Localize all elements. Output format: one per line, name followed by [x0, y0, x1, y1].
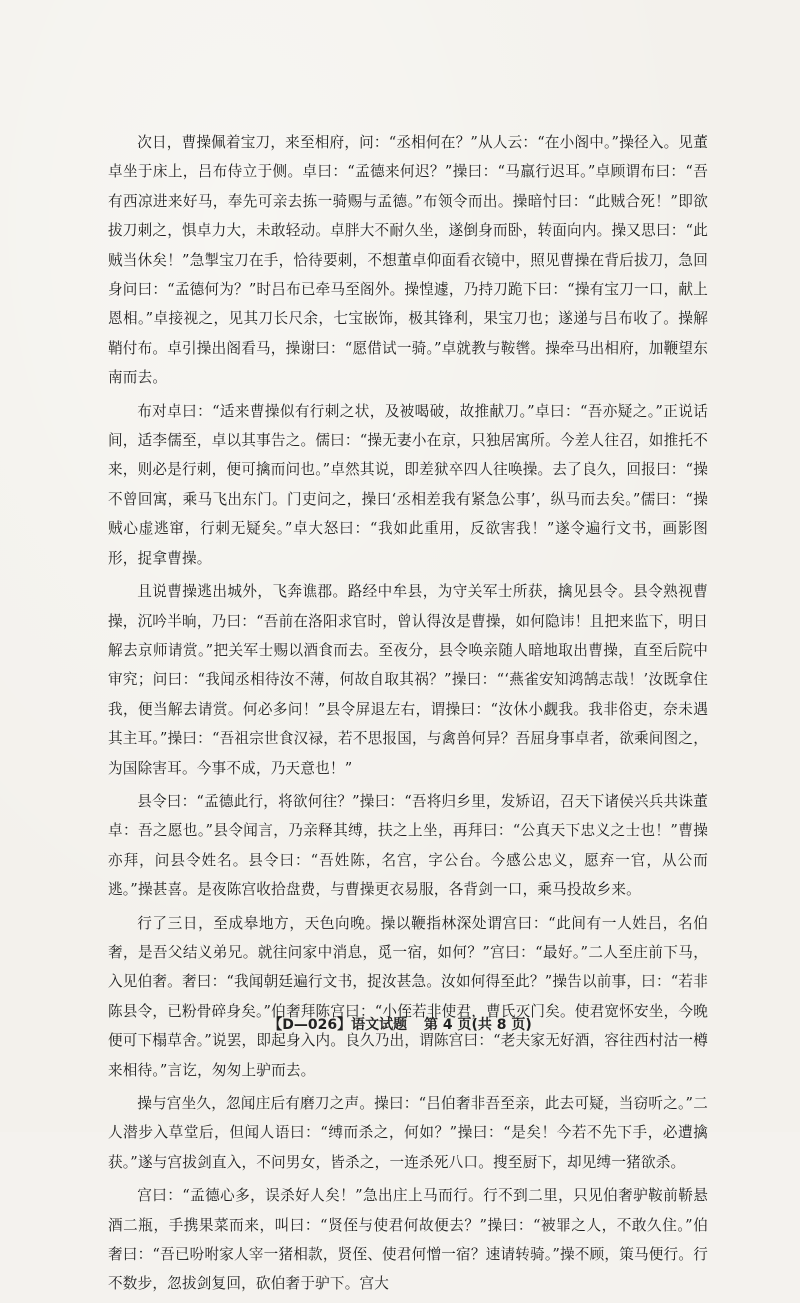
paragraph: 且说曹操逃出城外，飞奔谯郡。路经中牟县，为守关军士所获，擒见县令。县令熟视曹操，沉吟半晌，乃曰：“吾前在洛阳求官时，曾认得汝是曹操，如何隐讳！且把来监下，明日解去京师请赏。”把关军士赐以酒食而去。至夜分，县令唤亲随人暗地取出曹操，直至后院中审究；问曰：“我闻丞相待汝不薄，何故自取其祸？”操曰：“‘燕雀安知鸿鹄志哉！’汝既拿住我，便当解去请赏。何必多问！”县令屏退左右，谓操曰：“汝休小觑我。我非俗吏，奈未遇其主耳。”操曰：“吾祖宗世食汉禄，若不思报国，与禽兽何异？吾屈身事卓者，欲乘间图之，为国除害耳。今事不成，乃天意也！”: [108, 583, 708, 777]
paragraph: 行了三日，至成皋地方，天色向晚。操以鞭指林深处谓宫曰：“此间有一人姓吕，名伯奢，是吾父结义弟兄。就往问家中消息，觅一宿，如何？”宫曰：“最好。”二人至庄前下马，入见伯奢。奢曰：“我闻朝廷遍行文书，捉汝甚急。汝如何得至此？”操告以前事，曰：“若非陈县令，已粉骨碎身矣。”伯奢拜陈宫曰：“小侄若非使君，曹氏灭门矣。使君宽怀安坐，今晚便可下榻草舍。”说罢，即起身入内。良久乃出，谓陈宫曰：“老夫家无好酒，容往西村沽一樽来相待。”言讫，匆匆上驴而去。: [108, 914, 708, 1079]
paragraph: 宫曰：“孟德心多，误杀好人矣！”急出庄上马而行。行不到二里，只见伯奢驴鞍前鞒悬酒二瓶，手携果菜而来，叫曰：“贤侄与使君何故便去？”操曰：“被罪之人，不敢久住。”伯奢曰：“吾已吩咐家人宰一猪相款，贤侄、使君何憎一宿？速请转骑。”操不顾，策马便行。行不数步，忽拔剑复回，砍伯奢于驴下。宫大: [108, 1187, 708, 1293]
paragraph: 次日，曹操佩着宝刀，来至相府，问：“丞相何在？”从人云：“在小阁中。”操径入。见董卓坐于床上，吕布侍立于侧。卓曰：“孟德来何迟？”操曰：“马羸行迟耳。”卓顾谓布曰：“吾有西凉进来好马，奉先可亲去拣一骑赐与孟德。”布领令而出。操暗忖曰：“此贼合死！”即欲拔刀刺之，惧卓力大，未敢轻动。卓胖大不耐久坐，遂倒身而卧，转面向内。操又思曰：“此贼当休矣！”急掣宝刀在手，恰待要刺，不想董卓仰面看衣镜中，照见曹操在背后拔刀，急回身问曰：“孟德何为？”时吕布已牵马至阁外。操惶遽，乃持刀跪下曰：“操有宝刀一口，献上恩相。”卓接视之，见其刀长尺余，七宝嵌饰，极其锋利，果宝刀也；遂递与吕布收了。操解鞘付布。卓引操出阁看马，操谢曰：“愿借试一骑。”卓就教与鞍辔。操牵马出相府，加鞭望东南而去。: [108, 134, 708, 387]
document-body: [108, 128, 708, 1303]
paragraph: 布对卓曰：“适来曹操似有行刺之状，及被喝破，故推献刀。”卓曰：“吾亦疑之。”正说话间，适李儒至，卓以其事告之。儒曰：“操无妻小在京，只独居寓所。今差人往召，如推托不来，则必是行刺，便可擒而问也。”卓然其说，即差狱卒四人往唤操。去了良久，回报曰：“操不曾回寓，乘马飞出东门。门吏问之，操曰‘丞相差我有紧急公事’，纵马而去矣。”儒曰：“操贼心虚逃窜，行刺无疑矣。”卓大怒曰：“我如此重用，反欲害我！”遂令遍行文书，画影图形，捉拿曹操。: [108, 402, 708, 567]
paragraph: 县令曰：“孟德此行，将欲何往？”操曰：“吾将归乡里，发矫诏，召天下诸侯兴兵共诛董卓：吾之愿也。”县令闻言，乃亲释其缚，扶之上坐，再拜曰：“公真天下忠义之士也！”曹操亦拜，问县令姓名。县令曰：“吾姓陈，名宫，字公台。今感公忠义，愿弃一官，从公而逃。”操甚喜。是夜陈宫收拾盘费，与曹操更衣易服，各背剑一口，乘马投故乡来。: [108, 792, 708, 899]
paragraph: 操与宫坐久，忽闻庄后有磨刀之声。操曰：“吕伯奢非吾至亲，此去可疑，当窃听之。”二人潜步入草堂后，但闻人语曰：“缚而杀之，何如？”操曰：“是矣！今若不先下手，必遭擒获。”遂与宫拔剑直入，不问男女，皆杀之，一连杀死八口。搜至厨下，却见缚一猪欲杀。: [108, 1095, 708, 1171]
page-footer: [0, 1014, 800, 1034]
page-number: 第 4 页(共 8 页): [423, 1017, 532, 1033]
exam-code: 【D—026】语文试题: [268, 1017, 408, 1033]
